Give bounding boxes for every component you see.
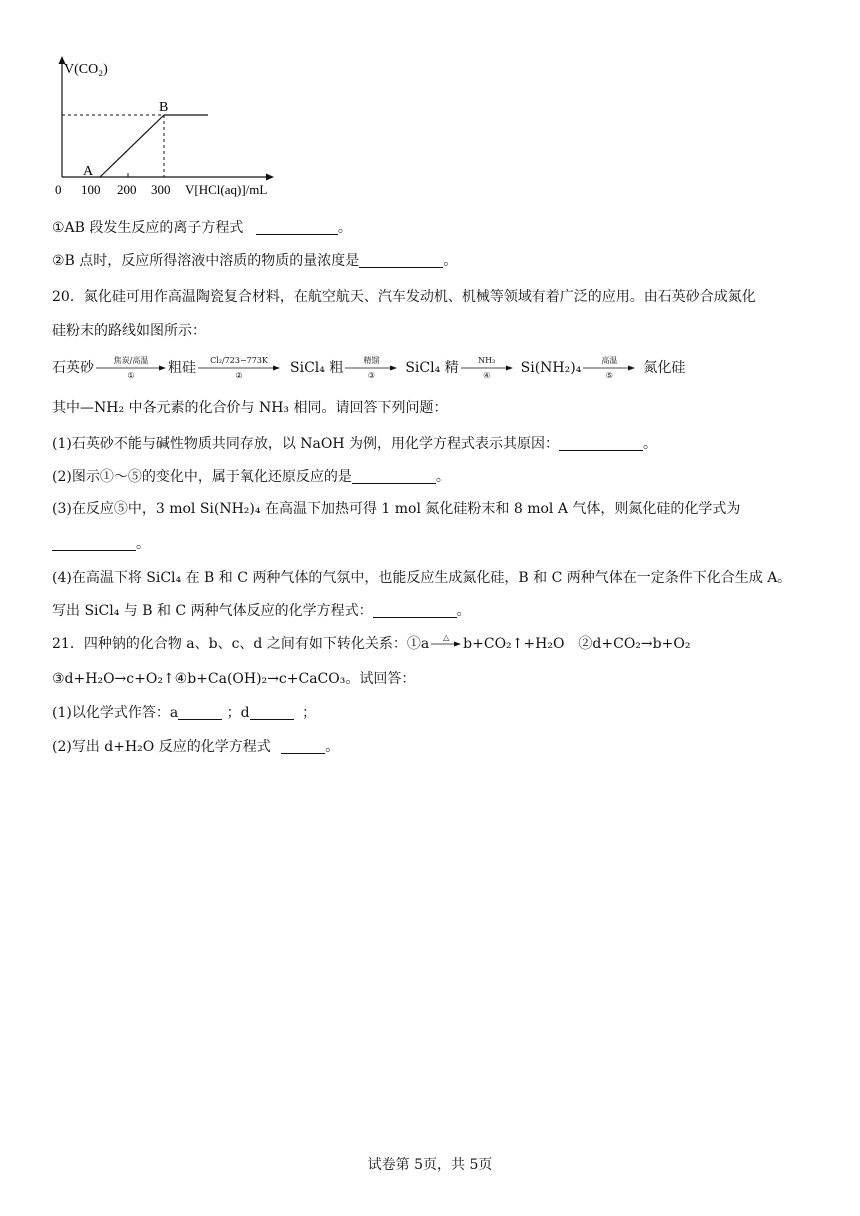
arrow-5-step: ⑤ bbox=[605, 371, 613, 380]
route-step-crude-silicon: 粗硅 bbox=[168, 360, 196, 376]
route-step-silicon-nitride: 氮化硅 bbox=[643, 360, 686, 376]
q21-part2-text: (2)写出 d+H₂O 反应的化学方程式 bbox=[52, 739, 271, 755]
q20-part2-text: (2)图示①～⑤的变化中，属于氧化还原反应的是 bbox=[52, 469, 352, 485]
q21-part2 bbox=[52, 737, 339, 757]
q20-intro-line2: 硅粉末的路线如图所示： bbox=[52, 323, 206, 339]
route-arrow-1 bbox=[96, 357, 166, 379]
route-arrow-3 bbox=[345, 357, 397, 379]
punct: 。 bbox=[136, 536, 150, 552]
q20-part4-line2 bbox=[52, 601, 471, 621]
route-arrow-4 bbox=[461, 357, 513, 379]
answer-blank[interactable] bbox=[373, 603, 457, 618]
answer-blank[interactable] bbox=[559, 436, 643, 451]
x-origin-label: 0 bbox=[55, 182, 62, 197]
q21-part1-sep: ；d bbox=[226, 705, 250, 721]
q20-part3: (3)在反应⑤中，3 mol Si(NH₂)₄ 在高温下加热可得 1 mol 氮化硅粉末和 8 mol A 气体，则氮化硅的化学式为 bbox=[52, 501, 741, 517]
synthesis-route bbox=[52, 356, 685, 380]
punct: ； bbox=[302, 705, 317, 721]
point-a-label: A bbox=[83, 164, 94, 179]
x-tick-label-300: 300 bbox=[151, 182, 171, 197]
arrow-2-step: ② bbox=[235, 371, 243, 380]
q20-note: 其中—NH₂ 中各元素的化合价与 NH₃ 相同。请回答下列问题： bbox=[52, 400, 448, 416]
q19-part1-text: ①AB 段发生反应的离子方程式 bbox=[52, 220, 244, 236]
route-arrow-2 bbox=[198, 357, 280, 379]
punct: 。 bbox=[337, 220, 352, 236]
punct: 。 bbox=[435, 469, 450, 485]
q19-part2-text: ②B 点时，反应所得溶液中溶质的物质的量浓度是 bbox=[52, 253, 360, 269]
arrow-3-step: ③ bbox=[367, 371, 375, 380]
answer-blank[interactable] bbox=[281, 739, 325, 754]
q20-part4-line1: (4)在高温下将 SiCl₄ 在 B 和 C 两种气体的气氛中，也能反应生成氮化硅，B 和 C 两种气体在一定条件下化合生成 A。 bbox=[52, 570, 792, 586]
q20-part1 bbox=[52, 434, 657, 454]
answer-blank-a[interactable] bbox=[178, 705, 222, 720]
q21-part1 bbox=[52, 703, 316, 723]
q20-part2 bbox=[52, 467, 450, 487]
x-tick-label-200: 200 bbox=[117, 182, 137, 197]
route-step-si-nh2-4: Si(NH₂)₄ bbox=[520, 360, 582, 376]
q21-part1-text: (1)以化学式作答：a bbox=[52, 705, 179, 721]
q20-part1-text: (1)石英砂不能与碱性物质共同存放，以 NaOH 为例，用化学方程式表示其原因： bbox=[52, 436, 560, 452]
q21-line2: ③d+H₂O→c+O₂↑④b+Ca(OH)₂→c+CaCO₃。试回答： bbox=[52, 671, 416, 687]
x-axis-arrow bbox=[266, 174, 274, 181]
answer-blank[interactable] bbox=[256, 220, 338, 235]
answer-blank[interactable] bbox=[352, 469, 436, 484]
route-step-quartz-sand: 石英砂 bbox=[52, 360, 94, 376]
answer-blank[interactable] bbox=[52, 536, 136, 551]
punct: 。 bbox=[456, 603, 471, 619]
arrow-3-condition: 精馏 bbox=[363, 356, 380, 365]
arrow-1-step: ① bbox=[127, 371, 135, 380]
arrow-2-condition: Cl₂/723−773K bbox=[210, 356, 268, 365]
punct: 。 bbox=[443, 253, 458, 269]
x-axis-label: V[HCl(aq)]/mL bbox=[185, 182, 268, 197]
q21-line1 bbox=[52, 634, 690, 654]
q19-part2 bbox=[52, 251, 457, 271]
q21-line1-rest: b+CO₂↑+H₂O ②d+CO₂→b+O₂ bbox=[463, 636, 691, 652]
arrow-5-condition: 高温 bbox=[601, 356, 618, 365]
q20-intro-line1: 20．氮化硅可用作高温陶瓷复合材料，在航空航天、汽车发动机、机械等领域有着广泛的应用。由石英砂合成氮化 bbox=[52, 289, 756, 305]
q20-part3-answer bbox=[52, 534, 150, 554]
answer-blank[interactable] bbox=[359, 253, 443, 268]
arrow-4-condition: NH₃ bbox=[478, 356, 496, 365]
punct: 。 bbox=[643, 436, 658, 452]
point-b-label: B bbox=[159, 100, 169, 115]
route-step-sicl4-crude: SiCl₄ 粗 bbox=[290, 360, 344, 376]
x-tick-label-100: 100 bbox=[81, 182, 101, 197]
heat-symbol: △ bbox=[443, 633, 450, 642]
route-step-sicl4-pure: SiCl₄ 精 bbox=[405, 360, 459, 376]
q21-line1-text: 21．四种钠的化合物 a、b、c、d 之间有如下转化关系：①a bbox=[52, 636, 430, 652]
page-footer: 试卷第 5页，共 5页 bbox=[367, 1157, 493, 1173]
co2-volume-graph bbox=[40, 52, 340, 212]
arrow-1-condition: 焦炭/高温 bbox=[113, 356, 149, 365]
y-axis-label: V(CO₂) bbox=[64, 62, 108, 77]
segment-ab bbox=[100, 115, 164, 177]
heat-arrow bbox=[431, 634, 461, 654]
arrow-4-step: ④ bbox=[483, 371, 491, 380]
route-arrow-5 bbox=[583, 357, 635, 379]
q20-part4-text: 写出 SiCl₄ 与 B 和 C 两种气体反应的化学方程式： bbox=[52, 603, 373, 619]
punct: 。 bbox=[325, 739, 340, 755]
answer-blank-d[interactable] bbox=[250, 705, 294, 720]
q19-part1 bbox=[52, 218, 352, 238]
